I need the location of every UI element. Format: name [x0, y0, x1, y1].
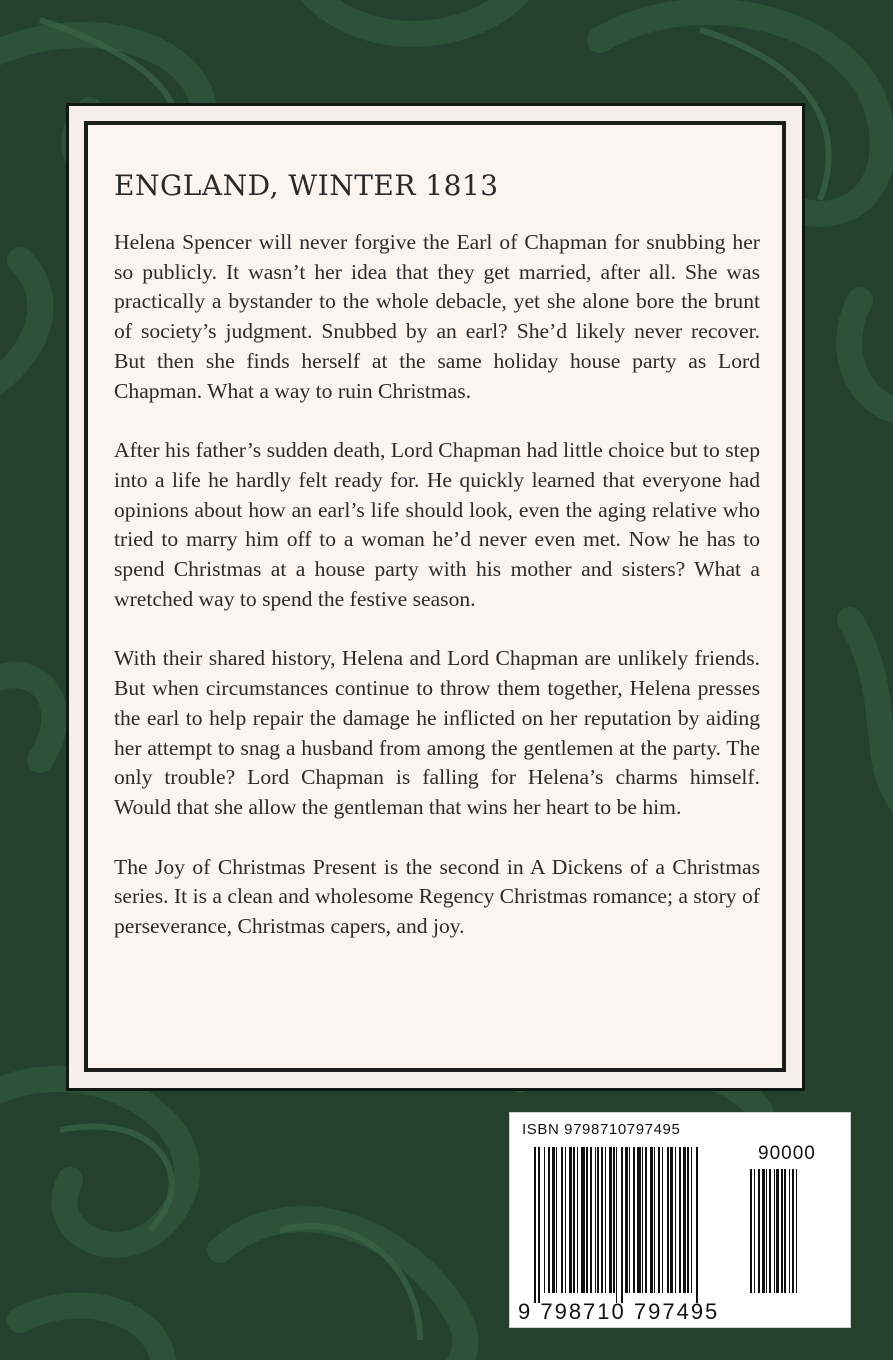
- barcode-bar: [601, 1147, 603, 1293]
- barcode-bar: [687, 1147, 689, 1293]
- barcode-bar: [573, 1147, 575, 1293]
- barcode-bar: [561, 1147, 563, 1293]
- isbn-barcode: [509, 1112, 851, 1328]
- barcode-bar: [662, 1147, 663, 1293]
- barcode-bar: [625, 1147, 628, 1293]
- barcode-bar: [792, 1169, 794, 1293]
- back-cover-text-panel: [84, 121, 786, 1072]
- barcode-bar: [605, 1147, 606, 1293]
- barcode-bar: [691, 1147, 692, 1293]
- barcode-bar: [769, 1169, 771, 1293]
- barcode-bar: [758, 1169, 760, 1293]
- barcode-bar: [565, 1147, 566, 1293]
- barcode-bar: [544, 1147, 545, 1293]
- barcode-bar: [597, 1147, 599, 1293]
- barcode-bar: [796, 1169, 797, 1293]
- isbn-label: ISBN 9798710797495: [522, 1121, 681, 1138]
- price-code: 90000: [758, 1143, 816, 1164]
- barcode-bar: [762, 1169, 765, 1293]
- barcode-bar: [590, 1147, 592, 1293]
- barcode-bar: [667, 1147, 669, 1293]
- barcode-bar: [616, 1147, 617, 1303]
- barcode-bar: [750, 1169, 752, 1293]
- barcode-bar: [679, 1147, 681, 1293]
- barcode-bar: [766, 1169, 767, 1293]
- ean-barcode-bars: [534, 1147, 744, 1303]
- barcode-bar: [538, 1147, 540, 1303]
- barcode-bar: [613, 1147, 615, 1293]
- barcode-bar: [789, 1169, 790, 1293]
- blurb-paragraph-4: The Joy of Christmas Present is the second in A Dickens of a Christmas series. It is a clean and wholesome Regency Christmas romance; a story of perseverance, Christmas capers, and joy.: [114, 854, 760, 939]
- blurb-paragraph-2: After his father’s sudden death, Lord Chapman had little choice but to step into a life he hardly felt ready for. He quickly learned that everyone had opinions about how an earl’s life should look, even the aging relative who tried to marry him off to a woman he’d never even met. Now he has to spend Christmas at a house party with his mother and sisters? What a wretched way to spend the festive season.: [114, 438, 760, 611]
- addon-barcode-bars: [750, 1169, 834, 1303]
- barcode-bar: [637, 1147, 641, 1293]
- blurb-paragraph-1: Helena Spencer will never forgive the Earl of Chapman for snubbing her so publicly. It wasn’t her idea that they get married, after all. She was practically a bystander to the whole debacle, yet she alone bore the brunt of society’s judgment. Snubbed by an earl? She’d likely never recover. But then she finds herself at the same holiday house party as Lord Chapman. What a way to ruin Christmas.: [114, 230, 760, 403]
- barcode-bar: [586, 1147, 588, 1293]
- blurb-paragraph-3: With their shared history, Helena and Lord Chapman are unlikely friends. But when circumstances continue to throw them together, Helena presses the earl to help repair the damage he inflicted on her reputation by aiding her attempt to snag a husband from among the gentlemen at the party. The only trouble? Lord Chapman is falling for Helena’s charms himself. Would that she allow the gentleman that wins her heart to be him.: [114, 646, 760, 819]
- barcode-bar: [595, 1147, 596, 1293]
- barcode-bar: [683, 1147, 686, 1293]
- barcode-bar: [654, 1147, 655, 1293]
- barcode-bar: [569, 1147, 572, 1293]
- barcode-bar: [548, 1147, 550, 1293]
- barcode-bar: [675, 1147, 676, 1293]
- barcode-bar: [754, 1169, 755, 1293]
- ean-digits: 9 798710 797495: [518, 1299, 720, 1324]
- barcode-bar: [534, 1147, 536, 1303]
- setting-heading: ENGLAND, WINTER 1813: [114, 169, 499, 202]
- barcode-bar: [629, 1147, 630, 1293]
- barcode-bar: [556, 1147, 557, 1293]
- barcode-bar: [642, 1147, 643, 1293]
- barcode-bar: [577, 1147, 578, 1293]
- barcode-bar: [650, 1147, 653, 1293]
- barcode-bar: [658, 1147, 660, 1293]
- barcode-bar: [776, 1169, 779, 1293]
- barcode-bar: [696, 1147, 698, 1303]
- barcode-bar: [609, 1147, 612, 1293]
- barcode-bar: [670, 1147, 673, 1293]
- barcode-bar: [645, 1147, 647, 1293]
- barcode-bar: [781, 1169, 783, 1293]
- barcode-bar: [774, 1169, 775, 1293]
- barcode-bar: [621, 1147, 623, 1303]
- barcode-bar: [581, 1147, 585, 1293]
- barcode-bar: [784, 1169, 786, 1293]
- barcode-bar: [633, 1147, 635, 1293]
- barcode-bar: [552, 1147, 555, 1293]
